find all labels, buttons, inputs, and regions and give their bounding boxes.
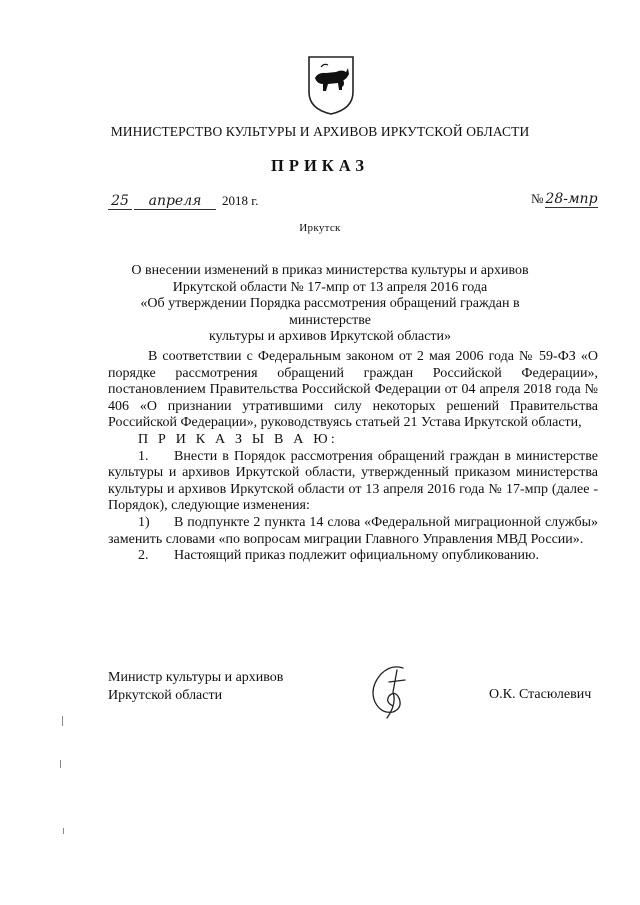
handwritten-signature: [363, 662, 421, 722]
document-title: ПРИКАЗ: [271, 156, 369, 175]
number-value: 28-мпр: [545, 191, 598, 207]
subject-line: Иркутской области № 17-мпр от 13 апреля 2016 года: [172, 279, 488, 295]
item-1: [108, 449, 598, 515]
date-month: апреля: [134, 193, 216, 210]
scan-mark: [62, 716, 63, 726]
number-prefix: №: [531, 191, 544, 206]
signatory-name: О.К. Стасюлевич: [489, 687, 592, 702]
scan-mark: [63, 828, 64, 834]
subject-line: О внесении изменений в приказ министерства культуры и архивов: [131, 263, 529, 278]
city: Иркутск: [299, 222, 341, 234]
subject-line: «Об утверждении Порядка рассмотрения обращений граждан в министерстве: [140, 296, 520, 328]
order-word: П Р И К А З Ы В А Ю:: [138, 431, 338, 447]
sub-item-1: [108, 515, 598, 548]
position-line: Иркутской области: [108, 687, 223, 703]
coat-of-arms-emblem: [306, 54, 356, 116]
date-day: 25: [108, 193, 132, 210]
document-subject: [100, 263, 560, 346]
signatory-position: [108, 669, 283, 704]
item-2-number: 2.: [138, 548, 149, 564]
item-1-number: 1.: [138, 448, 149, 464]
item-1-text: Внести в Порядок рассмотрения обращений граждан в министерстве культуры и архивов Иркутской области, утвержденный приказом министерства культуры и архивов Иркутской области от 13 апреля 2016 года № 17-мпр (далее - Порядок), следующие изменения:: [108, 448, 598, 514]
document-number: [531, 191, 598, 208]
sub-item-1-text: В подпункте 2 пункта 14 слова «Федеральной миграционной службы» заменить словами «по вопросам миграции Главного Управления МВД России».: [108, 514, 598, 547]
preamble-paragraph: В соответствии с Федеральным законом от 2 мая 2006 года № 59-ФЗ «О порядке рассмотрения обращений граждан Российской Федерации», постановлением Правительства Российской Федерации от 04 апреля 2018 года № 406 «О признании утратившими силу некоторых решений Правительства Российской Федерации», руководствуясь статьей 21 Устава Иркутской области,: [108, 349, 598, 431]
subject-line: культуры и архивов Иркутской области»: [208, 329, 452, 344]
position-line: Министр культуры и архивов: [108, 670, 284, 685]
sub-item-1-number: 1): [138, 514, 150, 530]
scan-mark: [60, 760, 61, 768]
document-body: [108, 349, 598, 565]
item-2: [108, 548, 598, 565]
date-year: 2018 г.: [222, 193, 259, 208]
document-date: [108, 193, 258, 210]
ministry-name: МИНИСТЕРСТВО КУЛЬТУРЫ И АРХИВОВ ИРКУТСКОЙ ОБЛАСТИ: [110, 124, 530, 139]
item-2-text: Настоящий приказ подлежит официальному опубликованию.: [174, 548, 539, 564]
